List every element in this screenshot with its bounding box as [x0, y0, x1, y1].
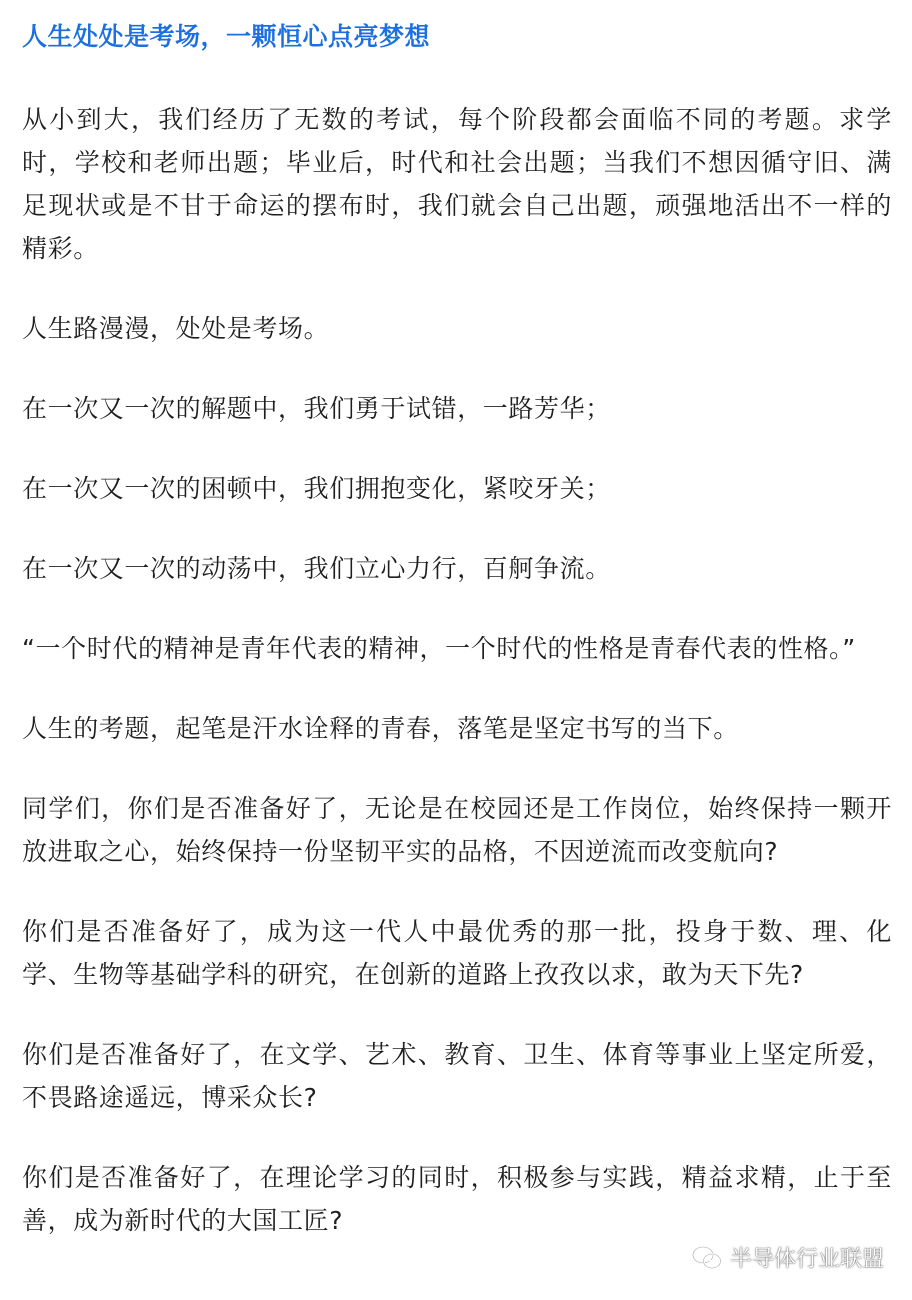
wechat-icon [692, 1245, 722, 1271]
quote-paragraph: “一个时代的精神是青年代表的精神，一个时代的性格是青春代表的性格。” [22, 634, 856, 663]
article-title: 人生处处是考场，一颗恒心点亮梦想 [22, 22, 431, 51]
paragraph: 同学们，你们是否准备好了，无论是在校园还是工作岗位，始终保持一颗开放进取之心，始终保持一份坚韧平实的品格，不因逆流而改变航向? [22, 794, 892, 866]
paragraph: 人生的考题，起笔是汗水诠释的青春，落笔是坚定书写的当下。 [22, 714, 739, 743]
paragraph: 在一次又一次的困顿中，我们拥抱变化，紧咬牙关； [22, 474, 611, 503]
paragraph: 在一次又一次的解题中，我们勇于试错，一路芳华； [22, 394, 611, 423]
watermark-text: 半导体行业联盟 [729, 1247, 884, 1272]
paragraph: 你们是否准备好了，在理论学习的同时，积极参与实践，精益求精，止于至善，成为新时代的大国工匠? [22, 1163, 892, 1235]
source-watermark [692, 1242, 884, 1273]
paragraph: 从小到大，我们经历了无数的考试，每个阶段都会面临不同的考题。求学时，学校和老师出题；毕业后，时代和社会出题；当我们不想因循守旧、满足现状或是不甘于命运的摆布时，我们就会自己出题，顽强地活出不一样的精彩。 [22, 105, 892, 263]
paragraph: 你们是否准备好了，成为这一代人中最优秀的那一批，投身于数、理、化学、生物等基础学科的研究，在创新的道路上孜孜以求，敢为天下先? [22, 917, 892, 989]
article [22, 18, 892, 1242]
paragraph: 人生路漫漫，处处是考场。 [22, 314, 330, 343]
paragraph: 你们是否准备好了，在文学、艺术、教育、卫生、体育等事业上坚定所爱，不畏路途遥远，博采众长? [22, 1040, 892, 1112]
paragraph: 在一次又一次的动荡中，我们立心力行，百舸争流。 [22, 554, 611, 583]
